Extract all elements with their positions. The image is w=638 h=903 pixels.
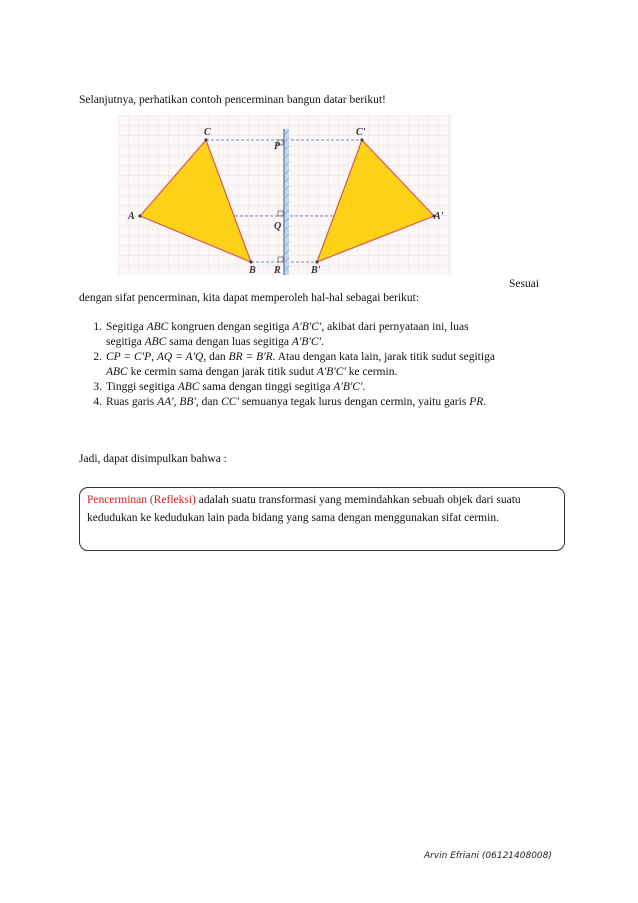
text: sama dengan tinggi segitiga xyxy=(199,381,334,393)
text-italic: BR = B'R xyxy=(228,351,273,363)
text: kongruen dengan segitiga xyxy=(168,321,293,333)
reflection-figure xyxy=(118,115,452,275)
list-number: 1. xyxy=(93,321,102,333)
text: sama dengan luas segitiga xyxy=(166,336,292,348)
list-item xyxy=(82,320,552,350)
label-b-prime: B' xyxy=(311,265,321,275)
text-italic: ABC xyxy=(144,336,167,348)
list-number: 4. xyxy=(93,396,102,408)
text: , dan xyxy=(195,396,222,408)
text-italic: PR xyxy=(469,396,484,408)
text-italic: A'B'C' xyxy=(316,366,346,378)
list-item xyxy=(82,350,552,380)
text-italic: BB' xyxy=(179,396,196,408)
text: . xyxy=(483,396,487,408)
label-p: P xyxy=(274,141,281,152)
label-r: R xyxy=(274,265,281,275)
para-line: dengan sifat pencerminan, kita dapat memperoleh hal-hal sebagai berikut: xyxy=(79,292,420,304)
text: ke cermin. xyxy=(345,366,398,378)
text: , dan xyxy=(203,351,229,363)
text: ke cermin sama dengan jarak titik sudut xyxy=(127,366,317,378)
intro-text: Selanjutnya, perhatikan contoh pencerminan bangun datar berikut! xyxy=(79,94,386,106)
text: Tinggi segitiga xyxy=(106,381,178,393)
text: . Atau dengan kata lain, jarak titik sudut segitiga xyxy=(272,351,495,363)
text-italic: CP = C'P xyxy=(106,351,152,363)
list-number: 2. xyxy=(93,351,102,363)
label-q: Q xyxy=(274,221,282,232)
definition-term: Pencerminan (Refleksi) xyxy=(87,494,196,506)
definition-box xyxy=(79,487,565,551)
text-italic: CC' xyxy=(221,396,239,408)
text-italic: A'B'C' xyxy=(292,321,322,333)
text: , akibat dari pernyataan ini, luas xyxy=(321,321,469,333)
definition-text xyxy=(87,492,557,527)
label-a: A xyxy=(128,211,135,222)
text: Ruas garis xyxy=(106,396,158,408)
text-italic: AQ = A'Q xyxy=(156,351,204,363)
text: . xyxy=(362,381,366,393)
text-italic: A'B'C' xyxy=(291,336,322,348)
text: semuanya tegak lurus dengan cermin, yaitu garis xyxy=(238,396,470,408)
footer-author: Arvin Efriani (06121408008) xyxy=(424,851,552,861)
text: , xyxy=(173,396,180,408)
list-item xyxy=(82,395,552,410)
label-c: C xyxy=(204,127,211,138)
conclusion-text: Jadi, dapat disimpulkan bahwa : xyxy=(79,453,227,465)
definition-body: adalah suatu transformasi yang memindahkan sebuah objek dari suatu kedudukan ke kedudukan lain pada bidang yang sama dengan menggunakan sifat cermin. xyxy=(87,494,521,524)
text-italic: ABC xyxy=(177,381,200,393)
text: . xyxy=(321,336,324,348)
text-italic: ABC xyxy=(146,321,169,333)
list-item xyxy=(82,380,552,395)
label-a-prime: A' xyxy=(434,211,444,222)
list-number: 3. xyxy=(93,381,102,393)
label-c-prime: C' xyxy=(356,127,366,138)
mirror-hatch xyxy=(284,129,289,275)
text-italic: ABC xyxy=(106,366,128,378)
text: Segitiga xyxy=(106,321,147,333)
text: , xyxy=(151,351,157,363)
text: segitiga xyxy=(106,336,145,348)
text-italic: A'B'C' xyxy=(333,381,363,393)
properties-list xyxy=(82,320,552,410)
para-word: Sesuai xyxy=(509,278,540,290)
text-italic: AA' xyxy=(157,396,174,408)
label-b: B xyxy=(249,265,256,275)
